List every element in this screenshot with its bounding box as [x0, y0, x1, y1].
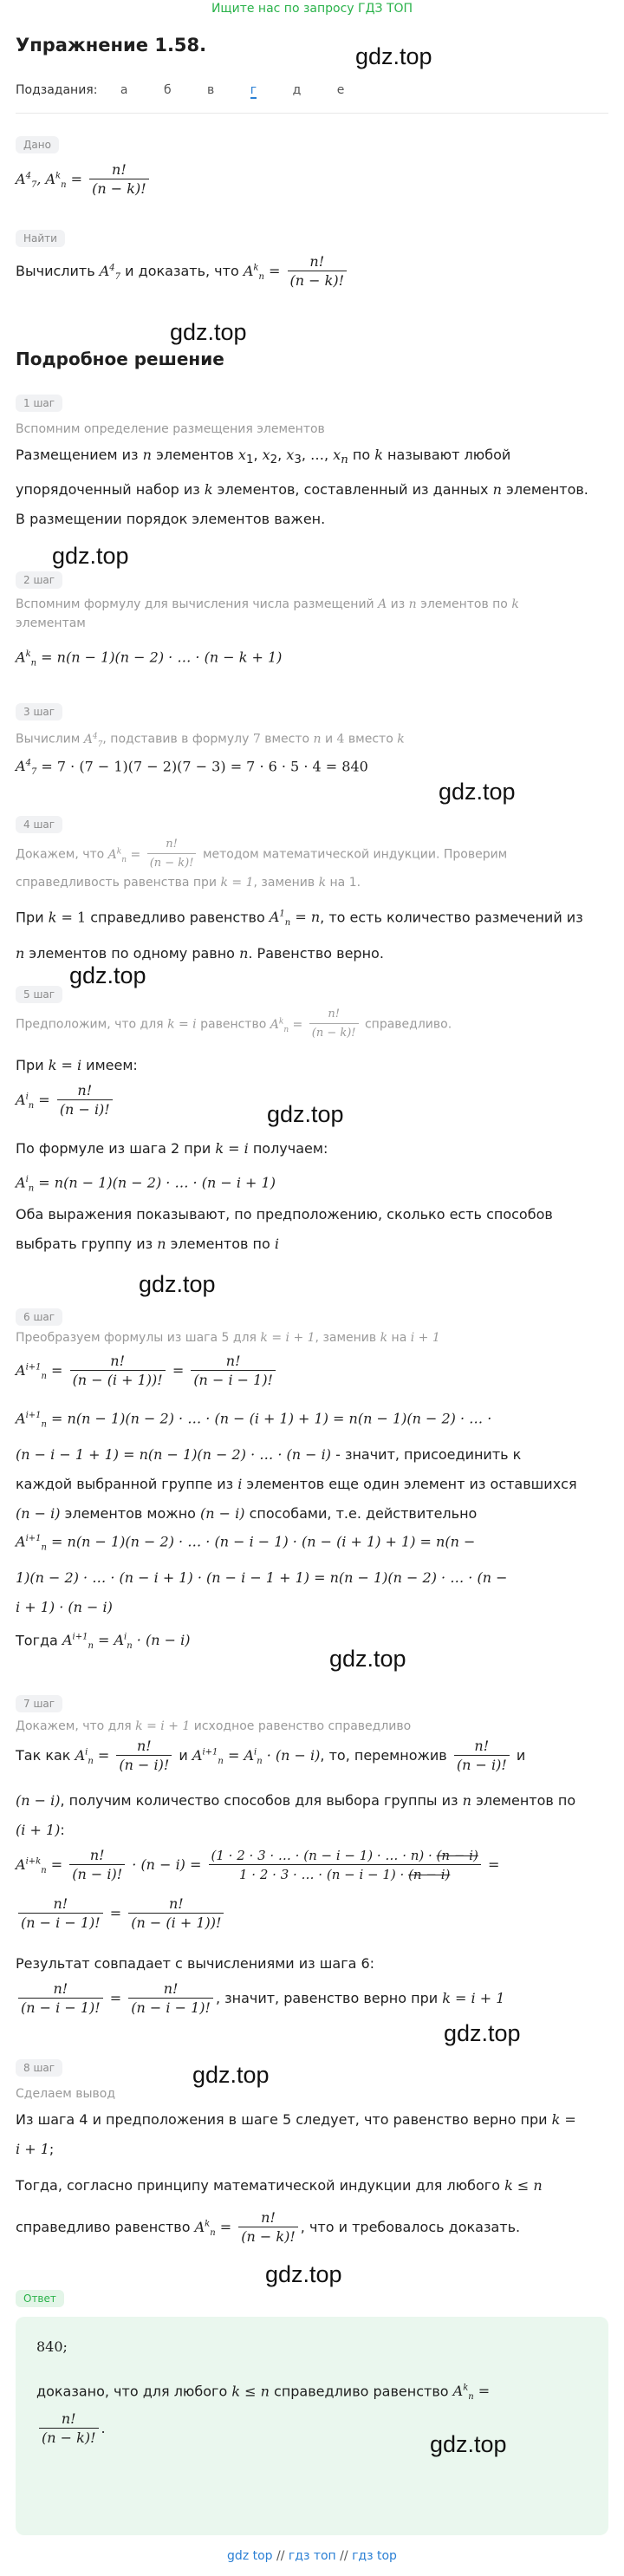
watermark: gdz.top: [170, 319, 247, 345]
watermark: gdz.top: [355, 43, 432, 69]
step7-line2: (n − i), получим количество способов для выбора группы из n элементов по (i + 1):: [16, 1792, 576, 1838]
watermark: gdz.top: [52, 543, 129, 569]
given-tag: Дано: [16, 136, 59, 153]
watermark: gdz.top: [265, 2261, 342, 2287]
step6-text: $A^{i+1}_n = n(n - 1)(n - 2)$ · … · (n − (i + 1) + 1) = n(n − 1)(n − 2) · … · (n − i − 1 + 1) = n(n − 1)(n − 2) · … · (n − i) - значит, присоединить к каждой выбранной группе из i элементов еще один элемент из оставшихся (n − i) элементов можно (n − i) способами, т.е. действительно: [16, 1410, 577, 1522]
step-tag: 7 шаг: [16, 1695, 62, 1712]
tab-v[interactable]: в: [207, 83, 215, 97]
watermark: gdz.top: [69, 962, 146, 988]
step7-result: Результат совпадает с вычислениями из шага 6:: [16, 1955, 375, 1972]
step3-hint: Вычислим $A^4_7$, подставив в формулу 7 вместо n и 4 вместо k: [16, 732, 405, 749]
step7-hint: Докажем, что для k = i + 1 исходное равенство справедливо: [16, 1719, 412, 1733]
step5-line2: По формуле из шага 2 при k = i получаем:: [16, 1140, 328, 1157]
answer-tag: Ответ: [16, 2290, 64, 2307]
tab-a[interactable]: а: [120, 83, 128, 97]
find-text: Вычислить $A^4_7$ и доказать, что $A^k_n$ = $\frac{n!}{(n - k)!}$: [16, 253, 349, 290]
step2-formula: $A^k_n = n(n - 1)(n - 2)$ · … · (n − k + 1): [16, 649, 283, 668]
top-banner[interactable]: Ищите нас по запросу ГДЗ ТОП: [211, 2, 413, 16]
footer: gdz top // гдз топ // гдз top: [227, 2549, 397, 2563]
step-tag: 2 шаг: [16, 571, 62, 589]
answer-value: 840;: [36, 2338, 68, 2355]
subtask-tabs: [16, 83, 376, 99]
tab-g[interactable]: г: [250, 83, 257, 97]
footer-link[interactable]: gdz top: [227, 2549, 273, 2563]
watermark: gdz.top: [439, 779, 516, 805]
step8-final: справедливо равенство $A^k_n$ = $\frac{n!}{(n - k)!}$ , что и требовалось доказать.: [16, 2209, 521, 2245]
given-block: [16, 135, 59, 153]
step-tag: 6 шаг: [16, 1308, 62, 1326]
step8-text: Из шага 4 и предположения в шаге 5 следует, что равенство верно при k = i + 1; Тогда, согласно принципу математической индукции для любого k ≤ n: [16, 2111, 576, 2194]
subtasks-label: Подзадания:: [16, 83, 98, 97]
step6-then: Тогда $A^{i+1}_n = A^i_n \cdot (n - i)$: [16, 1632, 191, 1652]
step4-text: При k = 1 справедливо равенство $A^1_n = n$, то есть количество размечений из n элементов по одному равно n. Равенство верно.: [16, 909, 583, 962]
find-tag: Найти: [16, 230, 65, 247]
step5-line3: Оба выражения показывают, по предположению, сколько есть способов выбрать группу из n элементов по i: [16, 1206, 553, 1252]
step-tag: 8 шаг: [16, 2059, 62, 2077]
page-title: Упражнение 1.58.: [16, 35, 207, 55]
tab-e[interactable]: е: [336, 83, 345, 97]
answer-text: доказано, что для любого k ≤ n справедливо равенство $A^k_n$ =: [36, 2383, 491, 2403]
step-tag: 4 шаг: [16, 816, 62, 833]
step-tag: 1 шаг: [16, 395, 62, 412]
step5-formula1: $A^i_n$ = $\frac{n!}{(n - i)!}$: [16, 1082, 115, 1119]
step-tag: 5 шаг: [16, 986, 62, 1003]
watermark: gdz.top: [430, 2431, 507, 2457]
given-formula: $A^4_7$, $A^k_n$ = $\frac{n!}{(n - k)!}$: [16, 161, 152, 199]
step5-hint: Предположим, что для k = i равенство $A^k_n$ = $\frac{n!}{(n - k)!}$ справедливо.: [16, 1006, 452, 1043]
step5-formula2: $A^i_n = n(n - 1)(n - 2)$ · … · (n − i + 1): [16, 1174, 276, 1194]
find-block: [16, 229, 65, 247]
step2-hint: Вспомним формулу для вычисления числа размещений A из n элементов по k элементам: [16, 597, 519, 630]
step7-result-formula: $\frac{n!}{(n - i - 1)!}$ = $\frac{n!}{(n - i - 1)!}$ , значит, равенство верно при k = i + 1: [16, 1980, 622, 2018]
step6-hint: Преобразуем формулы из шага 5 для k = i + 1, заменив k на i + 1: [16, 1331, 440, 1345]
answer-fraction: $\frac{n!}{(n - k)!}$ .: [36, 2410, 106, 2448]
watermark: gdz.top: [267, 1101, 344, 1127]
tab-d[interactable]: д: [292, 83, 302, 97]
step-tag: 3 шаг: [16, 703, 62, 721]
step1-text: Размещением из n элементов $x_1$, $x_2$, $x_3$, …, $x_n$ по k называют любой упорядоченный набор из k элементов, составленный из данных n элементов. В размещении порядок элементов важен.: [16, 447, 588, 528]
step4-hint: Докажем, что $A^k_n$ = $\frac{n!}{(n - k)!}$ методом математической индукции. Проверим справедливость равенства при k = 1, заменив k на 1.: [16, 838, 508, 890]
footer-link[interactable]: гдз top: [352, 2549, 397, 2563]
step8-hint: Сделаем вывод: [16, 2087, 116, 2101]
watermark: gdz.top: [329, 1646, 406, 1672]
step7-formula: $A^{i+k}_n$ = $\frac{n!}{(n - i)!}$ · (n − i) = $\frac{(1 \cdot 2 \cdot 3 \cdot \dots \cdot (n - i - 1) \cdot \dots \cdot n) \cdot (n - i)}{1 \cdot 2 \cdot 3 \cdot \dots \cdot (n - i - 1) \cdot (n - i)}$ =: [16, 1847, 500, 1882]
step3-formula: $A^4_7 = 7 \cdot (7 - 1)(7 - 2)(7 - 3) = 7 \cdot 6 \cdot 5 \cdot 4 = 840$: [16, 758, 368, 778]
step1-hint: Вспомним определение размещения элементов: [16, 422, 325, 436]
step5-line1: При k = i имеем:: [16, 1057, 138, 1073]
divider: [16, 113, 608, 114]
watermark: gdz.top: [139, 1271, 216, 1297]
step7-line1: Так как $A^i_n$ = $\frac{n!}{(n - i)!}$ и $A^{i+1}_n = A^i_n \cdot (n - i)$, то, перемножив $\frac{n!}{(n - i)!}$ и: [16, 1738, 526, 1773]
tab-b[interactable]: б: [163, 83, 172, 97]
step6-formula2: $A^{i+1}_n = n(n - 1)(n - 2)$ · … · (n − i − 1) · (n − (i + 1) + 1) = n(n − 1)(n − 2) · … · (n − i + 1) · (n − i − 1 + 1) = n(n − 1)(n − 2) · … · (n − i + 1) · (n − i): [16, 1533, 508, 1615]
solution-title: Подробное решение: [16, 349, 224, 369]
step7-formula2: $\frac{n!}{(n - i - 1)!}$ = $\frac{n!}{(n - (i + 1))!}$: [16, 1895, 226, 1933]
step6-formula1: $A^{i+1}_n$ = $\frac{n!}{(n - (i + 1))!}$ = $\frac{n!}{(n - i - 1)!}$: [16, 1353, 278, 1390]
watermark: gdz.top: [192, 2062, 270, 2088]
footer-link[interactable]: гдз топ: [288, 2549, 336, 2563]
watermark: gdz.top: [444, 2020, 521, 2046]
